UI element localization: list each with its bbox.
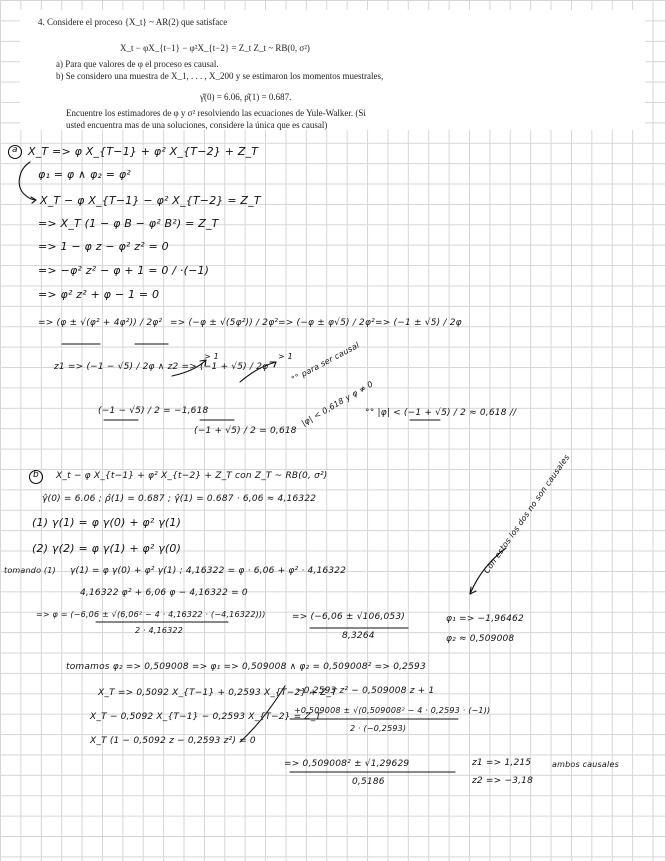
problem-task-line1: Encuentre los estimadores de φ y σ² resolviendo las ecuaciones de Yule-Walker. (Si [66,108,366,118]
solution-b-z1: z1 => 1,215 [472,758,532,768]
solution-b-line5: γ(1) = φ γ(0) + φ² γ(1) ; 4,16322 = φ · 6,06 + φ² · 4,16322 [70,566,347,576]
solution-b-phi-num: => φ = (−6,06 ± √(6,06² − 4 · 4,16322 · (−4,16322))) [36,610,266,619]
solution-a-roots: z1 => (−1 − √5) / 2φ ∧ z2 => (−1 + √5) / 2φ [54,362,269,372]
solution-a-line2: φ₁ = φ ∧ φ₂ = φ² [38,168,131,181]
solution-b-root-den-2: 0,5186 [352,777,385,787]
solution-a-val1: (−1 − √5) / 2 = −1,618 [98,406,209,416]
solution-b-model3: X_T (1 − 0,5092 z − 0,2593 z²) = 0 [90,736,256,746]
solution-b-root-den: 2 · (−0,2593) [350,724,407,733]
solution-a-line7: => φ² z² + φ − 1 = 0 [38,288,160,301]
solution-a-por-ser: °° para ser causal [290,340,361,384]
solution-b-line1: X_t − φ X_{t−1} + φ² X_{t−2} + Z_T con Z_T ~ RB(0, σ²) [56,471,328,481]
solution-b-z2: z2 => −3,18 [472,776,534,786]
label-b: b [33,470,39,480]
solution-b-side-note: Con estos los dos no son causales [482,452,572,576]
solution-a-arrow1-label: > 1 [204,352,219,361]
side-note-arrowhead [470,587,476,594]
solution-b-phi2: φ₂ ≈ 0,509008 [446,634,515,644]
solution-a-line8a: => (φ ± √(φ² + 4φ²)) / 2φ² [38,318,163,328]
problem-moments: γ̂(0) = 6.06, ρ̂(1) = 0.687. [200,92,292,102]
solution-b-phi-num-2: => (−6,06 ± √106,053) [292,612,405,622]
solution-a-line5: => 1 − φ z − φ² z² = 0 [38,240,169,253]
solution-b-phi-den-2: 8,3264 [342,631,375,641]
solution-a-val2: (−1 + √5) / 2 = 0,618 [194,426,297,436]
solution-b-tomando: tomando (1) [4,566,56,575]
solution-a-arrow2-label: > 1 [278,352,293,361]
solution-b-phi1: φ₁ => −1,96462 [446,614,524,624]
solution-b-eq1: (1) γ(1) = φ γ(0) + φ² γ(1) [32,516,182,529]
problem-part-a: a) Para que valores de φ el proceso es causal. [56,59,219,69]
solution-a-condition: |φ| < 0,618 y φ ≠ 0 [300,379,375,428]
solution-b-line6: 4,16322 φ² + 6,06 φ − 4,16322 = 0 [80,588,248,598]
label-a: a [12,145,18,155]
solution-b-model1: X_T => 0,5092 X_{T−1} + 0,2593 X_{T−2} + Z_T [98,688,337,698]
solution-a-line1: X_T => φ X_{T−1} + φ² X_{T−2} + Z_T [28,145,259,158]
solution-b-phi-den: 2 · 4,16322 [135,626,184,635]
solution-a-result: °° |φ| < (−1 + √5) / 2 ≈ 0,618 // [365,408,517,418]
solution-a-line8c: => (−φ ± φ√5) / 2φ² [278,318,375,328]
solution-b-root-expr: −0,2593 z² − 0,509008 z + 1 [296,686,435,696]
solution-b-eq2: (2) γ(2) = φ γ(1) + φ² γ(0) [32,542,182,555]
problem-equation: X_t − φX_{t−1} − φ²X_{t−2} = Z_t Z_t ~ RB(0, σ²) [120,43,310,53]
curve-bracket-a [19,162,36,200]
problem-statement [20,10,645,130]
solution-b-model2: X_T − 0,5092 X_{T−1} − 0,2593 X_{T−2} = Z_T [90,712,322,722]
solution-a-line4: => X_T (1 − φ B − φ² B²) = Z_T [38,217,219,230]
curve-bracket-arrowhead [31,197,36,203]
solution-a-line3: X_T − φ X_{T−1} − φ² X_{T−2} = Z_T [40,194,261,207]
arrow-gt1-b-head [270,362,276,367]
solution-b-tomamos: tomamos φ₂ => 0,509008 => φ₁ => 0,509008 ∧ φ₂ = 0,509008² => 0,2593 [66,662,426,672]
solution-b-ambos: ambos causales [552,760,619,769]
solution-b-root-num-2: => 0,509008² ± √1,29629 [284,759,410,769]
solution-b-root-num: +0,509008 ± √(0,509008² − 4 · 0,2593 · (−1)) [294,706,491,715]
solution-a-line8b: => (−φ ± √(5φ²)) / 2φ² [170,318,279,328]
problem-part-b: b) Se considero una muestra de X_1, . . . , X_200 y se estimaron los momentos muestrales, [56,71,384,81]
problem-task-line2: usted encuentra mas de una soluciones, considere la única que es causal) [66,120,328,130]
solution-b-line2: γ̂(0) = 6.06 ; ρ̂(1) = 0.687 ; γ̂(1) = 0.687 · 6,06 ≈ 4,16322 [42,494,317,504]
problem-intro: 4. Considere el proceso {X_t} ~ AR(2) que satisface [38,17,228,27]
solution-a-line6: => −φ² z² − φ + 1 = 0 / ·(−1) [38,264,210,277]
solution-a-line8d: => (−1 ± √5) / 2φ [375,318,462,328]
